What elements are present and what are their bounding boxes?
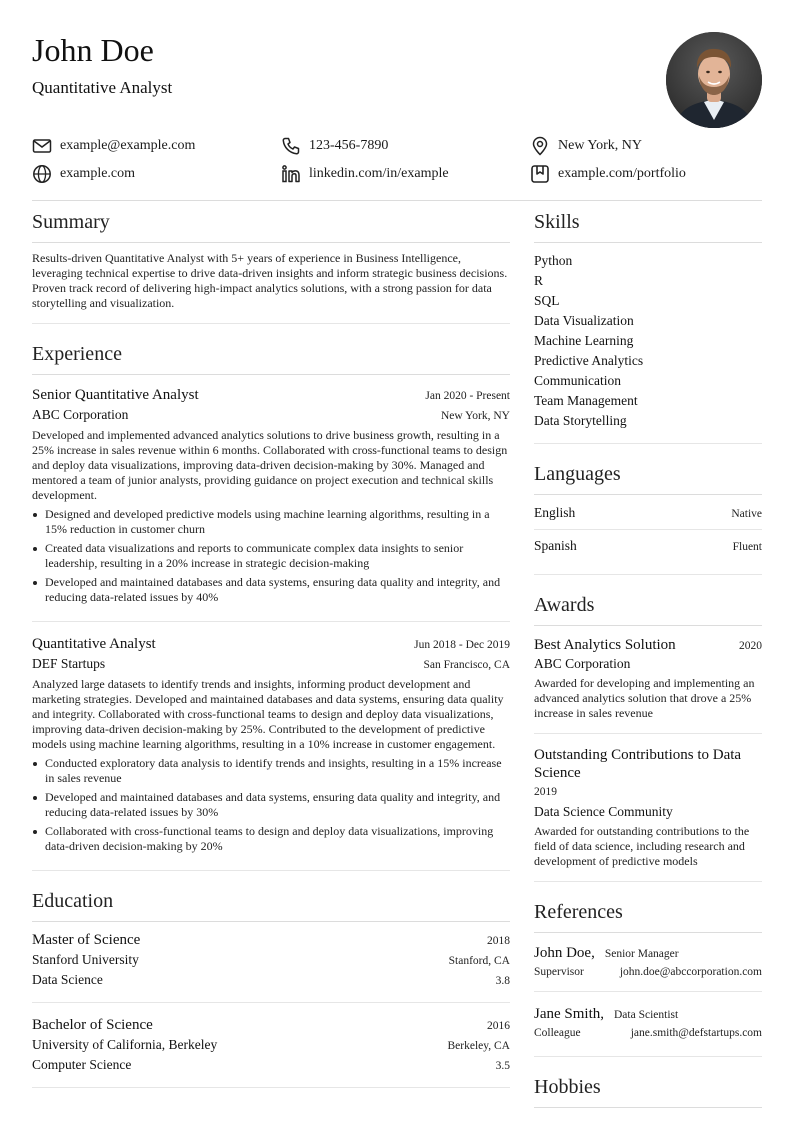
award-entry (534, 636, 762, 734)
profile-photo-icon (666, 32, 762, 128)
awards-section (534, 589, 762, 882)
education-entry (32, 930, 510, 1003)
skill-item: Predictive Analytics (534, 353, 644, 368)
job-bullet: Designed and developed predictive models using machine learning algorithms, resulting in a 15% reduction in customer churn (32, 507, 510, 537)
mail-icon (32, 136, 52, 156)
edu-field: Computer Science (32, 1057, 132, 1072)
education-entry (32, 1015, 510, 1088)
award-description: Awarded for developing and implementing an advanced analytics solution that drove a 25% increase in sales revenue (534, 676, 755, 720)
edu-year: 2016 (487, 1020, 510, 1032)
contact-phone[interactable] (281, 134, 388, 158)
edu-year: 2018 (487, 935, 510, 947)
contact-website-text: example.com (60, 166, 136, 181)
references-heading: References (534, 896, 762, 933)
job-company: DEF Startups (32, 656, 106, 671)
education-section (32, 885, 510, 1088)
edu-field: Data Science (32, 972, 103, 987)
contact-linkedin-text: linkedin.com/in/example (309, 166, 449, 181)
contact-website[interactable] (32, 162, 135, 186)
job-bullet: Developed and maintained databases and data systems, ensuring data quality and integrity, and reducing data-related issues by 30% (32, 790, 510, 820)
skill-item: Team Management (534, 393, 638, 408)
contact-list (32, 134, 762, 190)
language-entry (534, 536, 762, 562)
summary-heading: Summary (32, 206, 510, 243)
award-org: Data Science Community (534, 804, 673, 819)
job-description: Analyzed large datasets to identify trends and insights, informing product development and marketing strategies. Developed and maintained databases and data systems, ensuring data quality and integrity. Collaborated with cross-functional teams to design and deploy data visualizations, improving data-driven decision-making by 25%. Contributed to the development of predictive models using machine learning algorithms, resulting in a 10% increase in customer engagement. (32, 677, 504, 751)
header-divider (32, 200, 762, 201)
edu-degree: Bachelor of Science (32, 1017, 153, 1033)
edu-degree: Master of Science (32, 932, 141, 948)
language-name: Spanish (534, 538, 577, 553)
reference-relationship: Colleague (534, 1027, 581, 1039)
reference-name: Jane Smith, (534, 1006, 604, 1022)
edu-location: Berkeley, CA (447, 1040, 510, 1052)
skill-item: Machine Learning (534, 333, 634, 348)
skill-item: Data Visualization (534, 313, 634, 328)
reference-name: John Doe, (534, 945, 595, 961)
map-pin-icon (530, 136, 550, 156)
job-bullet: Developed and maintained databases and data systems, ensuring data quality and integrity, and reducing data-related issues by 40% (32, 575, 510, 605)
job-title: Senior Quantitative Analyst (32, 387, 199, 403)
job-entry (32, 634, 510, 871)
reference-position: Senior Manager (604, 948, 679, 960)
job-location: New York, NY (440, 410, 510, 422)
contact-portfolio[interactable] (530, 162, 686, 186)
skill-item: Communication (534, 373, 621, 388)
reference-email[interactable]: jane.smith@defstartups.com (630, 1027, 762, 1039)
language-level: Fluent (732, 541, 762, 553)
phone-icon (281, 136, 301, 156)
education-heading: Education (32, 885, 510, 922)
job-dates: Jun 2018 - Dec 2019 (414, 639, 510, 651)
job-dates: Jan 2020 - Present (425, 390, 510, 402)
portfolio-icon (530, 164, 550, 184)
language-entry (534, 503, 762, 530)
language-level: Native (731, 508, 762, 520)
reference-entry (534, 1004, 762, 1044)
languages-section (534, 458, 762, 575)
skills-section (534, 206, 762, 444)
edu-location: Stanford, CA (448, 955, 510, 967)
skills-list (534, 251, 762, 431)
summary-text: Results-driven Quantitative Analyst with 5+ years of experience in Business Intelligence, leveraging technical expertise to drive data-driven insights and inform strategic business decisions. Proven track record of delivering high-impact analytics solutions, with a strong passion for data storytelling and visualization. (32, 251, 508, 310)
linkedin-icon (281, 164, 301, 184)
globe-icon (32, 164, 52, 184)
edu-gpa: 3.5 (495, 1060, 510, 1072)
experience-heading: Experience (32, 338, 510, 375)
reference-position: Data Scientist (614, 1009, 679, 1021)
references-section (534, 896, 762, 1057)
avatar (666, 32, 762, 128)
reference-email[interactable]: john.doe@abccorporation.com (619, 966, 762, 978)
contact-email-text: example@example.com (60, 138, 196, 153)
job-bullet: Collaborated with cross-functional teams to design and deploy data visualizations, improving data-driven decision-making by 20% (32, 824, 510, 854)
skill-item: Python (534, 253, 573, 268)
award-title: Outstanding Contributions to Data Science (534, 747, 742, 781)
summary-section (32, 206, 510, 324)
reference-relationship: Supervisor (534, 966, 584, 978)
main-column (32, 206, 510, 1100)
job-title: Quantitative Analyst (32, 636, 156, 652)
award-title: Best Analytics Solution (534, 637, 676, 653)
award-year: 2020 (739, 640, 762, 652)
contact-portfolio-text: example.com/portfolio (558, 166, 686, 181)
contact-phone-text: 123-456-7890 (309, 138, 389, 153)
hobbies-heading: Hobbies (534, 1071, 762, 1108)
reference-entry (534, 943, 762, 992)
job-description: Developed and implemented advanced analytics solutions to drive business growth, resulting in a 25% increase in sales revenue within 6 months. Collaborated with cross-functional teams to design and deploy data visualizations, improving data-driven decision-making by 30%. Managed and mentored a team of junior analysts, providing guidance on project execution and technical skills development. (32, 428, 508, 502)
award-org: ABC Corporation (534, 656, 631, 671)
languages-heading: Languages (534, 458, 762, 495)
award-year: 2019 (534, 786, 557, 798)
candidate-name: John Doe (32, 32, 154, 68)
edu-school: Stanford University (32, 952, 139, 967)
contact-email[interactable] (32, 134, 195, 158)
award-entry (534, 746, 762, 869)
skills-heading: Skills (534, 206, 762, 243)
hobbies-section (534, 1071, 762, 1108)
edu-gpa: 3.8 (495, 975, 510, 987)
skill-item: R (534, 273, 544, 288)
job-bullets (32, 507, 510, 605)
job-bullet: Created data visualizations and reports to communicate complex data insights to senior leadership, resulting in a 20% increase in strategic decision-making (32, 541, 510, 571)
candidate-title: Quantitative Analyst (32, 78, 173, 97)
job-company: ABC Corporation (32, 407, 129, 422)
edu-school: University of California, Berkeley (32, 1037, 218, 1052)
job-location: San Francisco, CA (423, 659, 510, 671)
award-description: Awarded for outstanding contributions to the field of data science, including research and development of predictive models (534, 824, 750, 868)
skill-item: Data Storytelling (534, 413, 627, 428)
job-entry (32, 385, 510, 622)
awards-heading: Awards (534, 589, 762, 626)
contact-linkedin[interactable] (281, 162, 449, 186)
side-column (534, 206, 762, 1116)
job-bullet: Conducted exploratory data analysis to identify trends and insights, resulting in a 15% increase in sales revenue (32, 756, 510, 786)
job-bullets (32, 756, 510, 854)
experience-section (32, 338, 510, 871)
contact-location-text: New York, NY (558, 138, 643, 153)
language-name: English (534, 505, 576, 520)
contact-location (530, 134, 642, 158)
skill-item: SQL (534, 293, 560, 308)
